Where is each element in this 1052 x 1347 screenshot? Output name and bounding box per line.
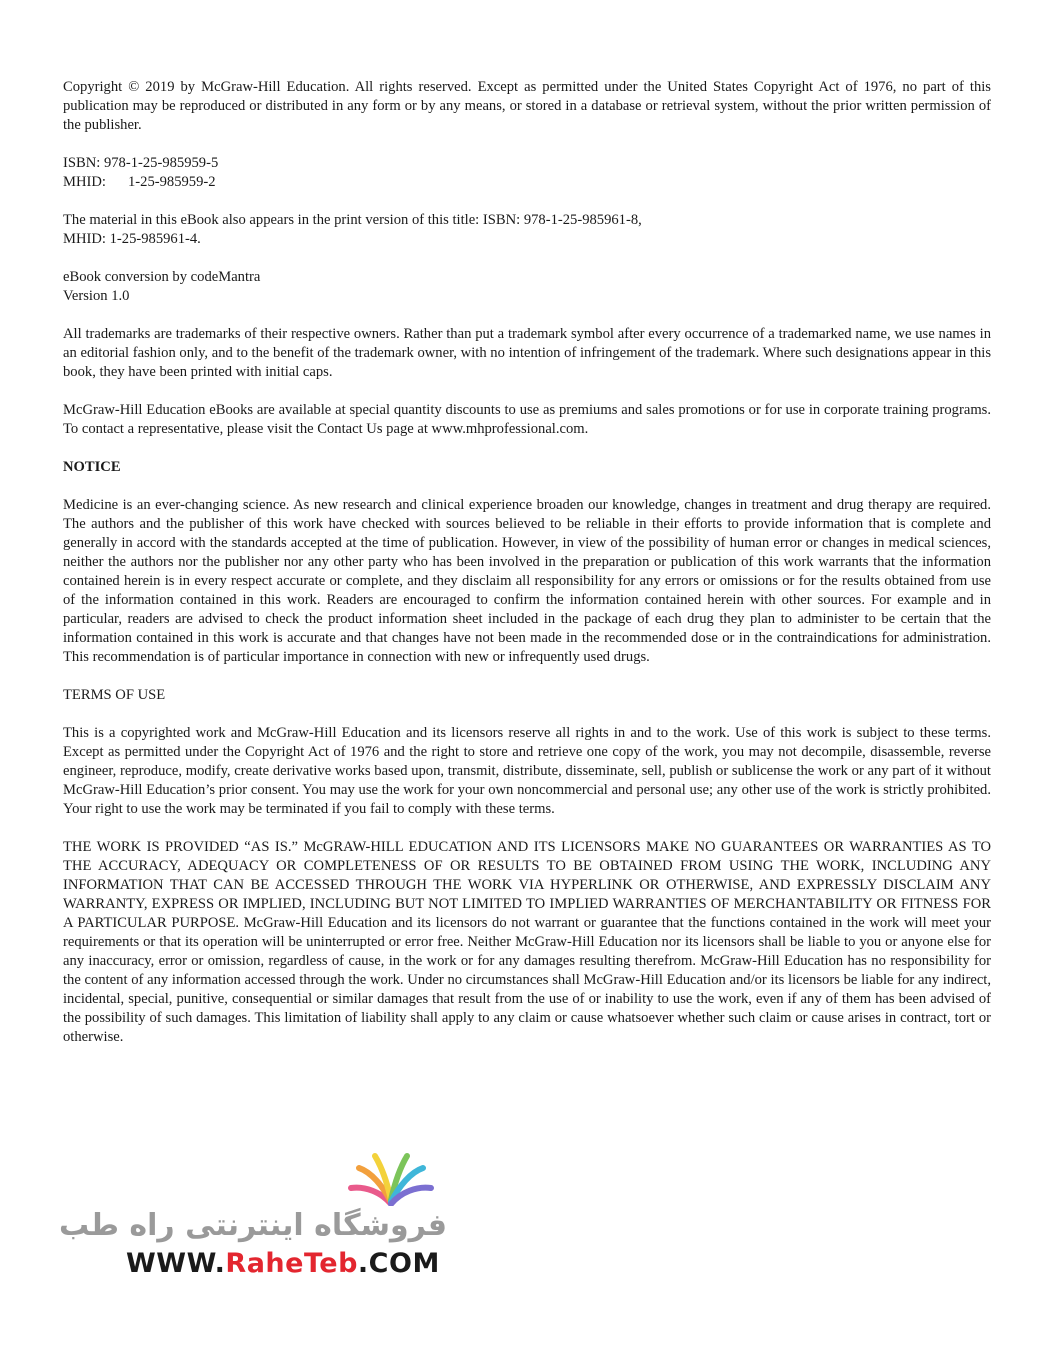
trademarks-paragraph: All trademarks are trademarks of their respective owners. Rather than put a trademark symbol after every occurrence of a trademarked name, we use names in an editorial fashion only, and to the benefit of the trademark owner, with no intention of infringement of the trademark. Where such designations appear in this book, they have been printed with initial caps. [63,326,991,380]
version-line: Version 1.0 [63,288,130,304]
notice-paragraph: Medicine is an ever-changing science. As new research and clinical experience broaden our knowledge, changes in treatment and drug therapy are required. The authors and the publisher of this work have checked with sources believed to be reliable in their efforts to provide information that is complete and generally in accord with the standards accepted at the time of publication. However, in view of the possibility of human error or changes in medical sciences, neither the authors nor the publisher nor any other party who has been involved in the preparation or publication of this work warrants that the information contained herein is in every respect accurate or complete, and they disclaim all responsibility for any errors or omissions or for the results obtained from use of the information contained in this work. Readers are encouraged to confirm the information contained herein with other sources. For example and in particular, readers are advised to check the product information sheet included in the package of each drug they plan to administer to be certain that the information contained in this work is accurate and that changes have not been made in the recommended dose or in the contraindications for administration. This recommendation is of particular importance in connection with new or infrequently used drugs. [63,497,991,665]
watermark-url-brand: RaheTeb [225,1248,358,1279]
terms-heading: TERMS OF USE [63,687,166,703]
watermark-url-suffix: .COM [357,1248,440,1279]
terms-paragraph-1: This is a copyrighted work and McGraw-Hill Education and its licensors reserve all rights in and to the work. Use of this work is subject to these terms. Except as permitted under the Copyright Act of 1976 and the right to store and retrieve one copy of the work, you may not decompile, disassemble, reverse engineer, reproduce, modify, create derivative works based upon, transmit, distribute, disseminate, sell, publish or sublicense the work or any part of it without McGraw-Hill Education’s prior consent. You may use the work for your own noncommercial and personal use; any other use of the work is strictly prohibited. Your right to use the work may be terminated if you fail to comply with these terms. [63,725,991,817]
conversion-line: eBook conversion by codeMantra [63,269,261,285]
raheteb-watermark-logo [58,1150,460,1285]
discounts-paragraph: McGraw-Hill Education eBooks are available at special quantity discounts to use as premiums and sales promotions or for use in corporate training programs. To contact a representative, please visit the Contact Us page at www.mhprofessional.com. [63,402,991,437]
open-book-rainbow-icon [335,1150,447,1206]
copyright-page [63,78,991,1066]
mhid-label: MHID: [63,174,106,190]
mhid-value: 1-25-985959-2 [127,174,216,190]
mhid-line [63,173,991,192]
notice-heading: NOTICE [63,459,121,475]
terms-paragraph-2: THE WORK IS PROVIDED “AS IS.” McGRAW-HILL EDUCATION AND ITS LICENSORS MAKE NO GUARANTEES OR WARRANTIES AS TO THE ACCURACY, ADEQUACY OR COMPLETENESS OF OR RESULTS TO BE OBTAINED FROM USING THE WORK, INCLUDING ANY INFORMATION THAT CAN BE ACCESSED THROUGH THE WORK VIA HYPERLINK OR OTHERWISE, AND EXPRESSLY DISCLAIM ANY WARRANTY, EXPRESS OR IMPLIED, INCLUDING BUT NOT LIMITED TO IMPLIED WARRANTIES OF MERCHANTABILITY OR FITNESS FOR A PARTICULAR PURPOSE. McGraw-Hill Education and its licensors do not warrant or guarantee that the functions contained in the work will meet your requirements or that its operation will be uninterrupted or error free. Neither McGraw-Hill Education nor its licensors shall be liable to you or anyone else for any inaccuracy, error or omission, regardless of cause, in the work or for any damages resulting therefrom. McGraw-Hill Education has no responsibility for the content of any information accessed through the work. Under no circumstances shall McGraw-Hill Education and/or its licensors be liable for any indirect, incidental, special, punitive, consequential or similar damages that result from the use of or inability to use the work, even if any of them has been advised of the possibility of such damages. This limitation of liability shall apply to any claim or cause whatsoever whether such claim or cause arises in contract, tort or otherwise. [63,839,991,1045]
conversion-block [63,268,991,306]
print-version-line-2: MHID: 1-25-985961-4. [63,231,201,247]
watermark-url [126,1248,440,1279]
watermark-url-prefix: WWW. [126,1248,226,1279]
copyright-notice: Copyright © 2019 by McGraw-Hill Education. All rights reserved. Except as permitted under the United States Copyright Act of 1976, no part of this publication may be reproduced or distributed in any form or by any means, or stored in a database or retrieval system, without the prior written permission of the publisher. [63,79,991,133]
print-version-block [63,211,991,249]
identifiers-block [63,154,991,192]
watermark-persian-text: فروشگاه اینترنتی راه طب [58,1208,447,1243]
isbn-line: ISBN: 978-1-25-985959-5 [63,155,219,171]
print-version-line-1: The material in this eBook also appears in the print version of this title: ISBN: 978-1-25-985961-8, [63,212,642,228]
